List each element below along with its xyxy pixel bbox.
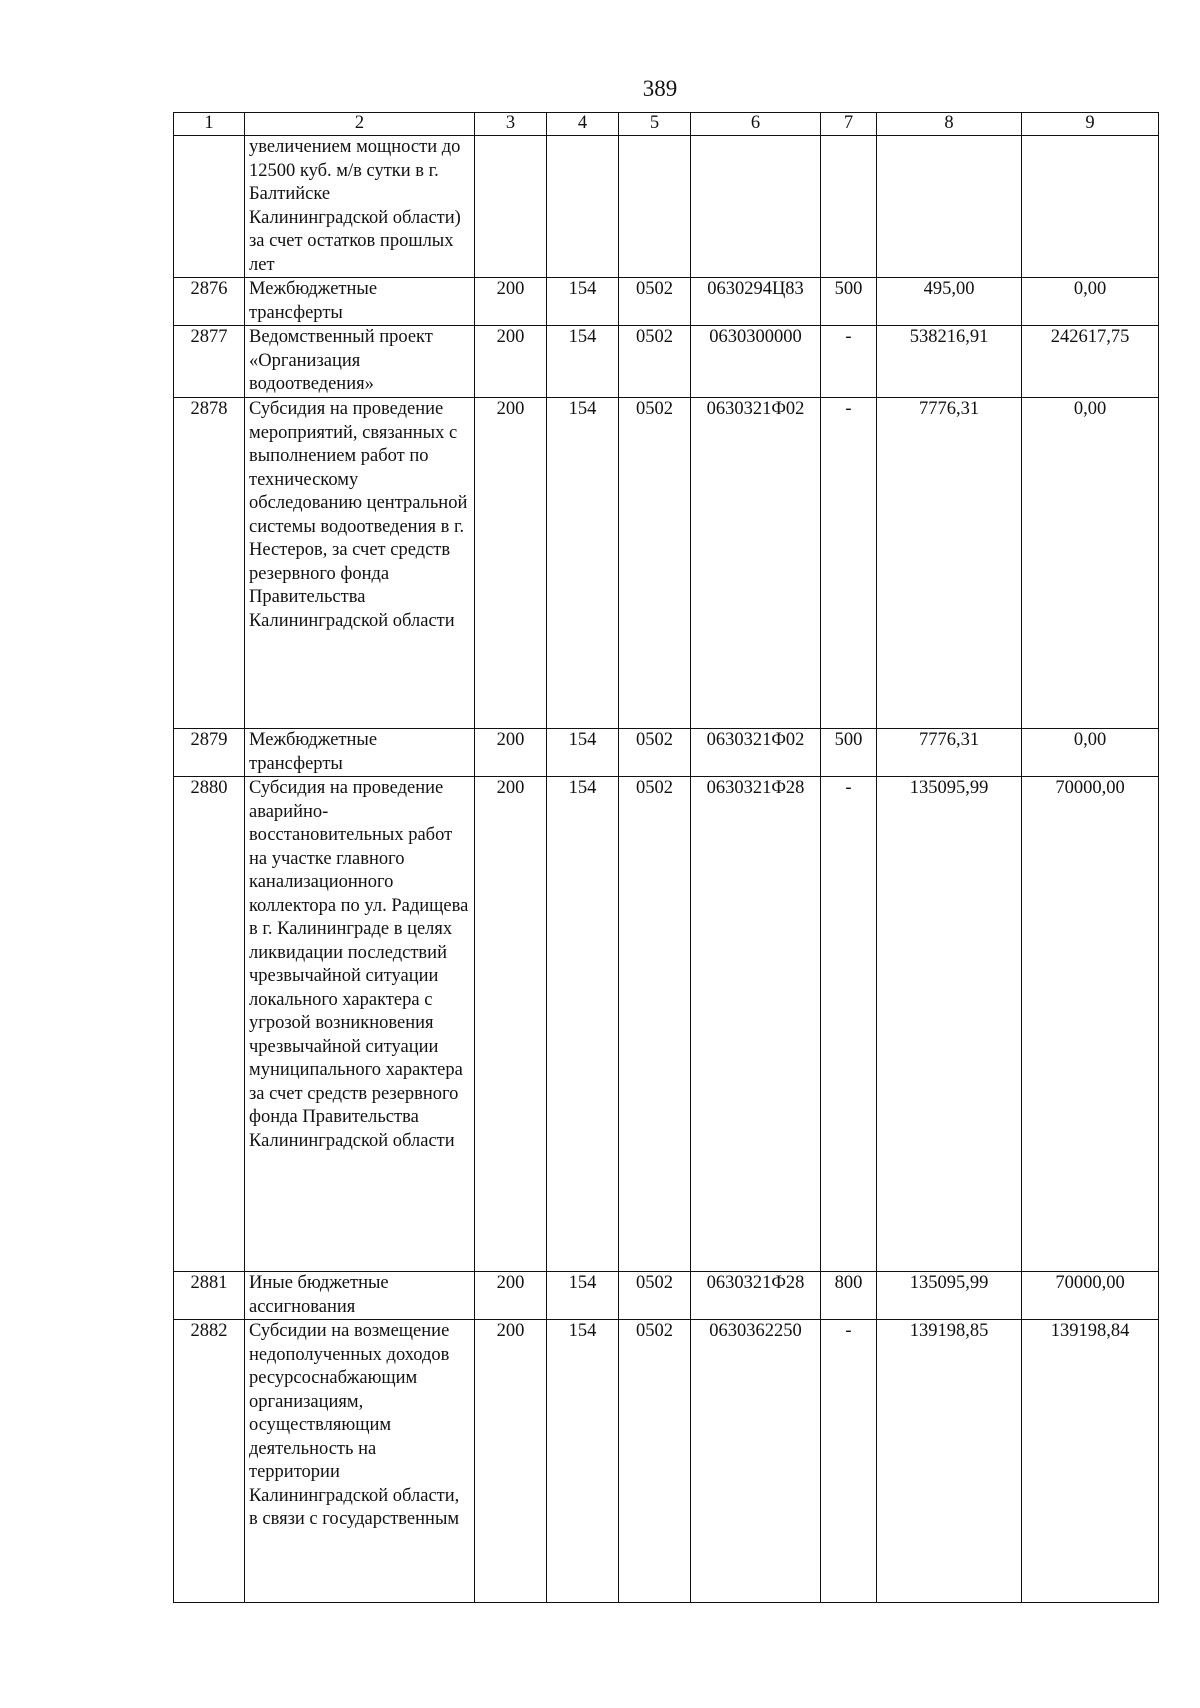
- code-cell: 200: [475, 326, 547, 398]
- column-header: 2: [245, 113, 475, 136]
- code-cell: 154: [547, 777, 619, 1272]
- target-code-cell: 0630321Ф02: [691, 729, 821, 777]
- amount-cell: 139198,84: [1022, 1320, 1159, 1603]
- expense-type-cell: 500: [821, 278, 877, 326]
- row-number-cell: [174, 136, 245, 278]
- description-cell: увеличением мощности до 12500 куб. м/в сутки в г. Балтийске Калининградской области) за счет остатков прошлых лет: [245, 136, 475, 278]
- target-code-cell: 0630321Ф28: [691, 777, 821, 1272]
- table-row: [174, 1272, 1159, 1320]
- row-number-cell: 2881: [174, 1272, 245, 1320]
- column-header: 7: [821, 113, 877, 136]
- code-cell: [547, 136, 619, 278]
- description-cell: Субсидия на проведение аварийно-восстановительных работ на участке главного канализационного коллектора по ул. Радищева в г. Калининграде в целях ликвидации последствий чрезвычайной ситуации локального характера с угрозой возникновения чрезвычайной ситуации муниципального характера за счет средств резервного фонда Правительства Калининградской области: [245, 777, 475, 1272]
- code-cell: 200: [475, 777, 547, 1272]
- code-cell: 154: [547, 1320, 619, 1603]
- row-number-cell: 2880: [174, 777, 245, 1272]
- code-cell: 200: [475, 398, 547, 729]
- amount-cell: 70000,00: [1022, 1272, 1159, 1320]
- code-cell: 200: [475, 278, 547, 326]
- description-cell: Межбюджетные трансферты: [245, 278, 475, 326]
- code-cell: 0502: [619, 398, 691, 729]
- description-cell: Межбюджетные трансферты: [245, 729, 475, 777]
- target-code-cell: 0630362250: [691, 1320, 821, 1603]
- page-number: 389: [642, 76, 678, 101]
- target-code-cell: 0630321Ф28: [691, 1272, 821, 1320]
- table-row: [174, 1320, 1159, 1603]
- amount-cell: 538216,91: [877, 326, 1022, 398]
- budget-table: [173, 112, 1159, 1603]
- expense-type-cell: -: [821, 1320, 877, 1603]
- table-row: [174, 729, 1159, 777]
- amount-cell: 135095,99: [877, 777, 1022, 1272]
- description-cell: Субсидии на возмещение недополученных доходов ресурсоснабжающим организациям, осуществляющим деятельность на территории Калининградской области, в связи с государственным: [245, 1320, 475, 1603]
- expense-type-cell: -: [821, 398, 877, 729]
- expense-type-cell: 800: [821, 1272, 877, 1320]
- amount-cell: 70000,00: [1022, 777, 1159, 1272]
- row-number-cell: 2877: [174, 326, 245, 398]
- expense-type-cell: [821, 136, 877, 278]
- row-number-cell: 2878: [174, 398, 245, 729]
- code-cell: [619, 136, 691, 278]
- target-code-cell: 0630321Ф02: [691, 398, 821, 729]
- amount-cell: 0,00: [1022, 729, 1159, 777]
- code-cell: 0502: [619, 777, 691, 1272]
- row-number-cell: 2879: [174, 729, 245, 777]
- expense-type-cell: -: [821, 326, 877, 398]
- amount-cell: 0,00: [1022, 278, 1159, 326]
- table-row: [174, 278, 1159, 326]
- row-number-cell: 2876: [174, 278, 245, 326]
- code-cell: 154: [547, 729, 619, 777]
- column-header: 6: [691, 113, 821, 136]
- expense-type-cell: -: [821, 777, 877, 1272]
- column-header: 4: [547, 113, 619, 136]
- description-cell: Иные бюджетные ассигнования: [245, 1272, 475, 1320]
- code-cell: 154: [547, 326, 619, 398]
- target-code-cell: 0630300000: [691, 326, 821, 398]
- row-number-cell: 2882: [174, 1320, 245, 1603]
- column-header: 3: [475, 113, 547, 136]
- target-code-cell: 0630294Ц83: [691, 278, 821, 326]
- amount-cell: 0,00: [1022, 398, 1159, 729]
- code-cell: 154: [547, 1272, 619, 1320]
- column-header: 1: [174, 113, 245, 136]
- code-cell: [475, 136, 547, 278]
- amount-cell: 7776,31: [877, 729, 1022, 777]
- target-code-cell: [691, 136, 821, 278]
- table-row: [174, 326, 1159, 398]
- code-cell: 0502: [619, 326, 691, 398]
- amount-cell: [1022, 136, 1159, 278]
- expense-type-cell: 500: [821, 729, 877, 777]
- column-header: 8: [877, 113, 1022, 136]
- amount-cell: [877, 136, 1022, 278]
- code-cell: 200: [475, 729, 547, 777]
- code-cell: 0502: [619, 278, 691, 326]
- code-cell: 200: [475, 1320, 547, 1603]
- code-cell: 0502: [619, 1272, 691, 1320]
- column-header: 5: [619, 113, 691, 136]
- code-cell: 154: [547, 398, 619, 729]
- amount-cell: 7776,31: [877, 398, 1022, 729]
- code-cell: 0502: [619, 729, 691, 777]
- description-cell: Ведомственный проект «Организация водоотведения»: [245, 326, 475, 398]
- code-cell: 200: [475, 1272, 547, 1320]
- table-row: [174, 136, 1159, 278]
- table-row: [174, 777, 1159, 1272]
- amount-cell: 135095,99: [877, 1272, 1022, 1320]
- column-number-header-row: [174, 113, 1159, 136]
- amount-cell: 495,00: [877, 278, 1022, 326]
- code-cell: 154: [547, 278, 619, 326]
- table-row: [174, 398, 1159, 729]
- amount-cell: 242617,75: [1022, 326, 1159, 398]
- amount-cell: 139198,85: [877, 1320, 1022, 1603]
- description-cell: Субсидия на проведение мероприятий, связанных с выполнением работ по техническому обследованию центральной системы водоотведения в г. Нестеров, за счет средств резервного фонда Правительства Калининградской области: [245, 398, 475, 729]
- code-cell: 0502: [619, 1320, 691, 1603]
- column-header: 9: [1022, 113, 1159, 136]
